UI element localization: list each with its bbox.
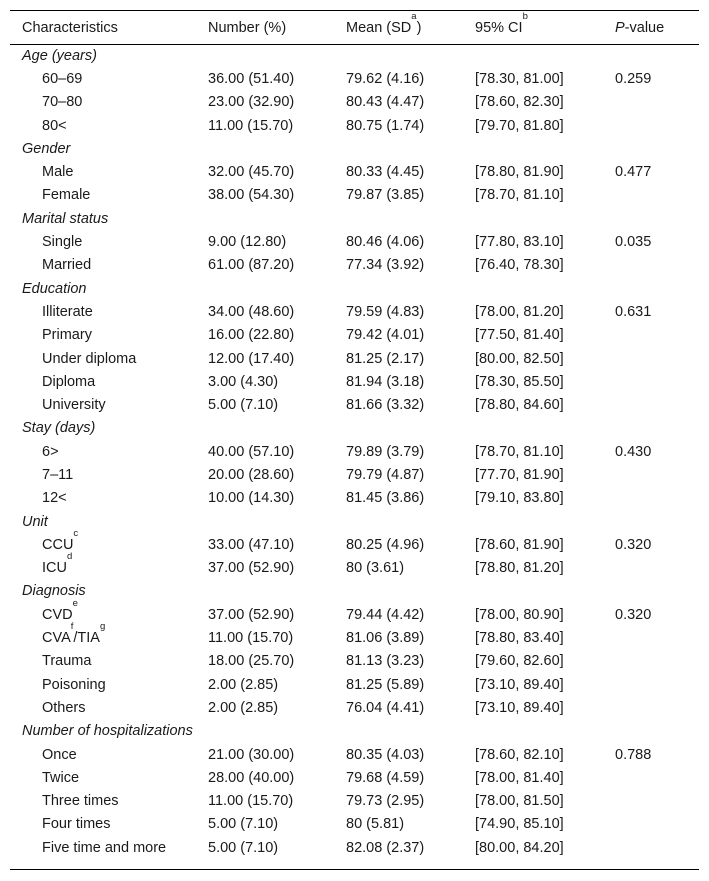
cell-pvalue: 0.259	[615, 70, 652, 87]
cell-pvalue	[615, 184, 699, 207]
cell-pvalue	[615, 114, 699, 137]
cell-pvalue	[615, 790, 699, 813]
group-title: Education	[22, 280, 87, 297]
header-pvalue	[615, 11, 699, 44]
cell-pvalue	[615, 673, 699, 696]
row-label-text: Male	[42, 164, 74, 181]
cell-mean: 80 (5.81)	[346, 816, 405, 833]
row-label	[10, 184, 208, 207]
cell-mean: 81.66 (3.32)	[346, 397, 425, 414]
cell-pvalue	[615, 626, 699, 649]
cell-mean: 79.89 (3.79)	[346, 443, 425, 460]
row-label-footnote: d	[66, 551, 73, 563]
cell-ci: [78.00, 81.40]	[475, 769, 564, 786]
cell-ci: [78.80, 81.90]	[475, 164, 564, 181]
cell-number: 2.00 (2.85)	[208, 699, 279, 716]
cell-mean: 76.04 (4.41)	[346, 699, 425, 716]
cell-number: 38.00 (54.30)	[208, 187, 295, 204]
cell-ci: [79.60, 82.60]	[475, 653, 564, 670]
cell-number: 16.00 (22.80)	[208, 327, 295, 344]
row-label-text: University	[42, 397, 106, 414]
cell-pvalue	[615, 487, 699, 510]
cell-number: 12.00 (17.40)	[208, 350, 295, 367]
table-row	[10, 324, 699, 347]
row-label-text: Primary	[42, 327, 92, 344]
row-label	[10, 527, 208, 556]
table-row	[10, 673, 699, 696]
group-title: Diagnosis	[22, 583, 86, 600]
row-label	[10, 650, 208, 673]
cell-number: 37.00 (52.90)	[208, 606, 295, 623]
row-label	[10, 790, 208, 813]
row-label-text: CCU	[42, 536, 74, 553]
cell-pvalue: 0.477	[615, 164, 652, 181]
row-label-text: 6>	[42, 443, 59, 460]
cell-pvalue	[615, 254, 699, 277]
row-label-text: ICU	[42, 560, 67, 577]
row-label-text: Illiterate	[42, 303, 93, 320]
table-row	[10, 393, 699, 416]
cell-number: 28.00 (40.00)	[208, 769, 295, 786]
table-row	[10, 650, 699, 673]
cell-ci: [77.50, 81.40]	[475, 327, 564, 344]
table-row	[10, 254, 699, 277]
cell-mean: 79.59 (4.83)	[346, 303, 425, 320]
table-row	[10, 370, 699, 393]
group-row	[10, 277, 699, 300]
header-mean	[346, 11, 475, 44]
cell-mean: 82.08 (2.37)	[346, 839, 425, 856]
cell-ci: [78.80, 81.20]	[475, 560, 564, 577]
row-label	[10, 743, 208, 766]
row-label-text: Married	[42, 257, 92, 274]
table-row	[10, 300, 699, 323]
cell-ci: [78.30, 81.00]	[475, 70, 564, 87]
cell-ci: [79.70, 81.80]	[475, 117, 564, 134]
header-pvalue-p: P	[615, 19, 625, 36]
cell-mean: 81.45 (3.86)	[346, 490, 425, 507]
cell-number: 32.00 (45.70)	[208, 164, 295, 181]
cell-pvalue	[615, 324, 699, 347]
cell-ci: [77.70, 81.90]	[475, 466, 564, 483]
cell-pvalue: 0.430	[615, 443, 652, 460]
cell-mean: 80.43 (4.47)	[346, 94, 425, 111]
group-title: Stay (days)	[22, 420, 96, 437]
table-row	[10, 813, 699, 836]
row-label	[10, 673, 208, 696]
cell-pvalue	[615, 370, 699, 393]
cell-pvalue	[615, 393, 699, 416]
cell-pvalue: 0.788	[615, 746, 652, 763]
cell-mean: 81.06 (3.89)	[346, 630, 425, 647]
group-row	[10, 417, 699, 440]
table-row	[10, 557, 699, 580]
cell-number: 36.00 (51.40)	[208, 70, 295, 87]
table-row	[10, 160, 699, 183]
cell-pvalue	[615, 347, 699, 370]
row-label	[10, 230, 208, 253]
cell-number: 21.00 (30.00)	[208, 746, 295, 763]
row-label	[10, 836, 208, 859]
table-row	[10, 91, 699, 114]
cell-mean: 79.68 (4.59)	[346, 769, 425, 786]
row-label-text: 80<	[42, 117, 67, 134]
cell-number: 5.00 (7.10)	[208, 397, 279, 414]
row-label-text: Female	[42, 187, 91, 204]
row-label	[10, 300, 208, 323]
table-body	[10, 44, 699, 859]
row-label	[10, 487, 208, 510]
row-label-footnote: f	[70, 621, 74, 633]
cell-ci: [78.00, 81.20]	[475, 303, 564, 320]
table-row	[10, 347, 699, 370]
cell-ci: [77.80, 83.10]	[475, 234, 564, 251]
cell-ci: [78.30, 85.50]	[475, 373, 564, 390]
row-label-text: Diploma	[42, 373, 96, 390]
cell-number: 34.00 (48.60)	[208, 303, 295, 320]
header-characteristics: Characteristics	[22, 19, 118, 36]
cell-number: 33.00 (47.10)	[208, 536, 295, 553]
row-label-footnote-2: g	[99, 621, 106, 633]
row-label-text: Trauma	[42, 653, 92, 670]
header-number: Number (%)	[208, 19, 287, 36]
cell-number: 20.00 (28.60)	[208, 466, 295, 483]
group-row	[10, 720, 699, 743]
cell-number: 10.00 (14.30)	[208, 490, 295, 507]
cell-number: 11.00 (15.70)	[208, 117, 294, 134]
characteristics-table	[10, 11, 699, 859]
row-label-text: 12<	[42, 490, 67, 507]
group-row	[10, 510, 699, 533]
cell-ci: [73.10, 89.40]	[475, 699, 564, 716]
row-label	[10, 114, 208, 137]
group-title: Number of hospitalizations	[22, 723, 193, 740]
cell-ci: [80.00, 84.20]	[475, 839, 564, 856]
cell-number: 37.00 (52.90)	[208, 560, 295, 577]
table-row	[10, 463, 699, 486]
cell-pvalue	[615, 463, 699, 486]
table-row	[10, 836, 699, 859]
cell-number: 9.00 (12.80)	[208, 234, 287, 251]
cell-ci: [74.90, 85.10]	[475, 816, 564, 833]
header-mean-close: )	[416, 19, 422, 36]
cell-pvalue: 0.035	[615, 234, 652, 251]
row-label	[10, 463, 208, 486]
row-label	[10, 551, 208, 580]
cell-pvalue	[615, 813, 699, 836]
table-row	[10, 184, 699, 207]
table-row	[10, 67, 699, 90]
cell-ci: [78.70, 81.10]	[475, 443, 564, 460]
cell-ci: [78.60, 82.10]	[475, 746, 564, 763]
header-ci	[475, 11, 615, 44]
row-label-text-2: /TIA	[73, 630, 100, 647]
header-row	[10, 11, 699, 44]
cell-mean: 80 (3.61)	[346, 560, 405, 577]
cell-ci: [78.00, 80.90]	[475, 606, 564, 623]
header-mean-footnote: a	[411, 10, 417, 22]
table-row	[10, 603, 699, 626]
cell-ci: [78.80, 83.40]	[475, 630, 564, 647]
row-label-text: Single	[42, 234, 83, 251]
cell-number: 3.00 (4.30)	[208, 373, 279, 390]
row-label-text: Once	[42, 746, 77, 763]
header-ci-footnote: b	[522, 10, 528, 22]
row-label-text: Twice	[42, 769, 80, 786]
cell-ci: [78.80, 84.60]	[475, 397, 564, 414]
group-row	[10, 137, 699, 160]
bottom-rule	[10, 869, 699, 870]
row-label-text: CVA	[42, 630, 71, 647]
cell-mean: 80.46 (4.06)	[346, 234, 425, 251]
cell-number: 61.00 (87.20)	[208, 257, 295, 274]
row-label	[10, 766, 208, 789]
cell-ci: [76.40, 78.30]	[475, 257, 564, 274]
cell-number: 5.00 (7.10)	[208, 839, 279, 856]
cell-ci: [78.60, 81.90]	[475, 536, 564, 553]
cell-mean: 80.35 (4.03)	[346, 746, 425, 763]
cell-pvalue	[615, 836, 699, 859]
row-label-text: CVD	[42, 606, 73, 623]
row-label-text: Four times	[42, 816, 111, 833]
cell-number: 18.00 (25.70)	[208, 653, 295, 670]
cell-pvalue: 0.320	[615, 536, 652, 553]
cell-mean: 79.62 (4.16)	[346, 70, 425, 87]
group-title: Gender	[22, 140, 71, 157]
cell-mean: 79.73 (2.95)	[346, 793, 425, 810]
row-label	[10, 160, 208, 183]
row-label-text: Under diploma	[42, 350, 137, 367]
row-label	[10, 347, 208, 370]
cell-mean: 79.44 (4.42)	[346, 606, 425, 623]
cell-number: 2.00 (2.85)	[208, 676, 279, 693]
table-row	[10, 696, 699, 719]
cell-mean: 80.25 (4.96)	[346, 536, 425, 553]
row-label	[10, 370, 208, 393]
row-label	[10, 67, 208, 90]
cell-pvalue	[615, 696, 699, 719]
cell-mean: 79.87 (3.85)	[346, 187, 425, 204]
cell-mean: 81.25 (5.89)	[346, 676, 425, 693]
cell-number: 11.00 (15.70)	[208, 630, 294, 647]
cell-number: 5.00 (7.10)	[208, 816, 279, 833]
row-label	[10, 696, 208, 719]
row-label	[10, 91, 208, 114]
table-row	[10, 230, 699, 253]
cell-mean: 79.42 (4.01)	[346, 327, 425, 344]
cell-mean: 80.75 (1.74)	[346, 117, 425, 134]
cell-pvalue	[615, 766, 699, 789]
cell-pvalue	[615, 557, 699, 580]
cell-ci: [78.60, 82.30]	[475, 94, 564, 111]
group-row	[10, 44, 699, 67]
cell-ci: [79.10, 83.80]	[475, 490, 564, 507]
group-row	[10, 580, 699, 603]
row-label	[10, 597, 208, 626]
table-row	[10, 626, 699, 649]
cell-mean: 79.79 (4.87)	[346, 466, 425, 483]
row-label-text: 70–80	[42, 94, 83, 111]
cell-number: 11.00 (15.70)	[208, 793, 294, 810]
cell-pvalue	[615, 650, 699, 673]
row-label-text: Others	[42, 699, 86, 716]
row-label	[10, 621, 208, 649]
row-label	[10, 440, 208, 463]
row-label-text: Three times	[42, 793, 119, 810]
cell-mean: 81.13 (3.23)	[346, 653, 425, 670]
table-row	[10, 790, 699, 813]
cell-mean: 81.25 (2.17)	[346, 350, 425, 367]
row-label-footnote: e	[72, 597, 78, 609]
cell-pvalue	[615, 91, 699, 114]
cell-number: 23.00 (32.90)	[208, 94, 295, 111]
row-label	[10, 254, 208, 277]
table-row	[10, 766, 699, 789]
cell-pvalue: 0.320	[615, 606, 652, 623]
row-label-text: Five time and more	[42, 839, 167, 856]
table-row	[10, 533, 699, 556]
cell-mean: 81.94 (3.18)	[346, 373, 425, 390]
header-mean-text: Mean (SD	[346, 19, 412, 36]
row-label-text: 60–69	[42, 70, 83, 87]
cell-pvalue: 0.631	[615, 303, 652, 320]
row-label-footnote: c	[73, 527, 79, 539]
row-label	[10, 813, 208, 836]
row-label-text: 7–11	[42, 466, 74, 483]
table-row	[10, 487, 699, 510]
row-label	[10, 324, 208, 347]
header-pvalue-rest: -value	[624, 19, 665, 36]
group-title: Unit	[22, 513, 48, 530]
header-ci-text: 95% CI	[475, 19, 523, 36]
cell-ci: [78.70, 81.10]	[475, 187, 564, 204]
table-row	[10, 743, 699, 766]
cell-mean: 80.33 (4.45)	[346, 164, 425, 181]
cell-ci: [73.10, 89.40]	[475, 676, 564, 693]
row-label	[10, 393, 208, 416]
cell-number: 40.00 (57.10)	[208, 443, 295, 460]
table-row	[10, 440, 699, 463]
cell-ci: [80.00, 82.50]	[475, 350, 564, 367]
row-label-text: Poisoning	[42, 676, 106, 693]
group-title: Age (years)	[22, 47, 97, 64]
group-row	[10, 207, 699, 230]
group-title: Marital status	[22, 210, 109, 227]
cell-ci: [78.00, 81.50]	[475, 793, 564, 810]
cell-mean: 77.34 (3.92)	[346, 257, 425, 274]
table-row	[10, 114, 699, 137]
